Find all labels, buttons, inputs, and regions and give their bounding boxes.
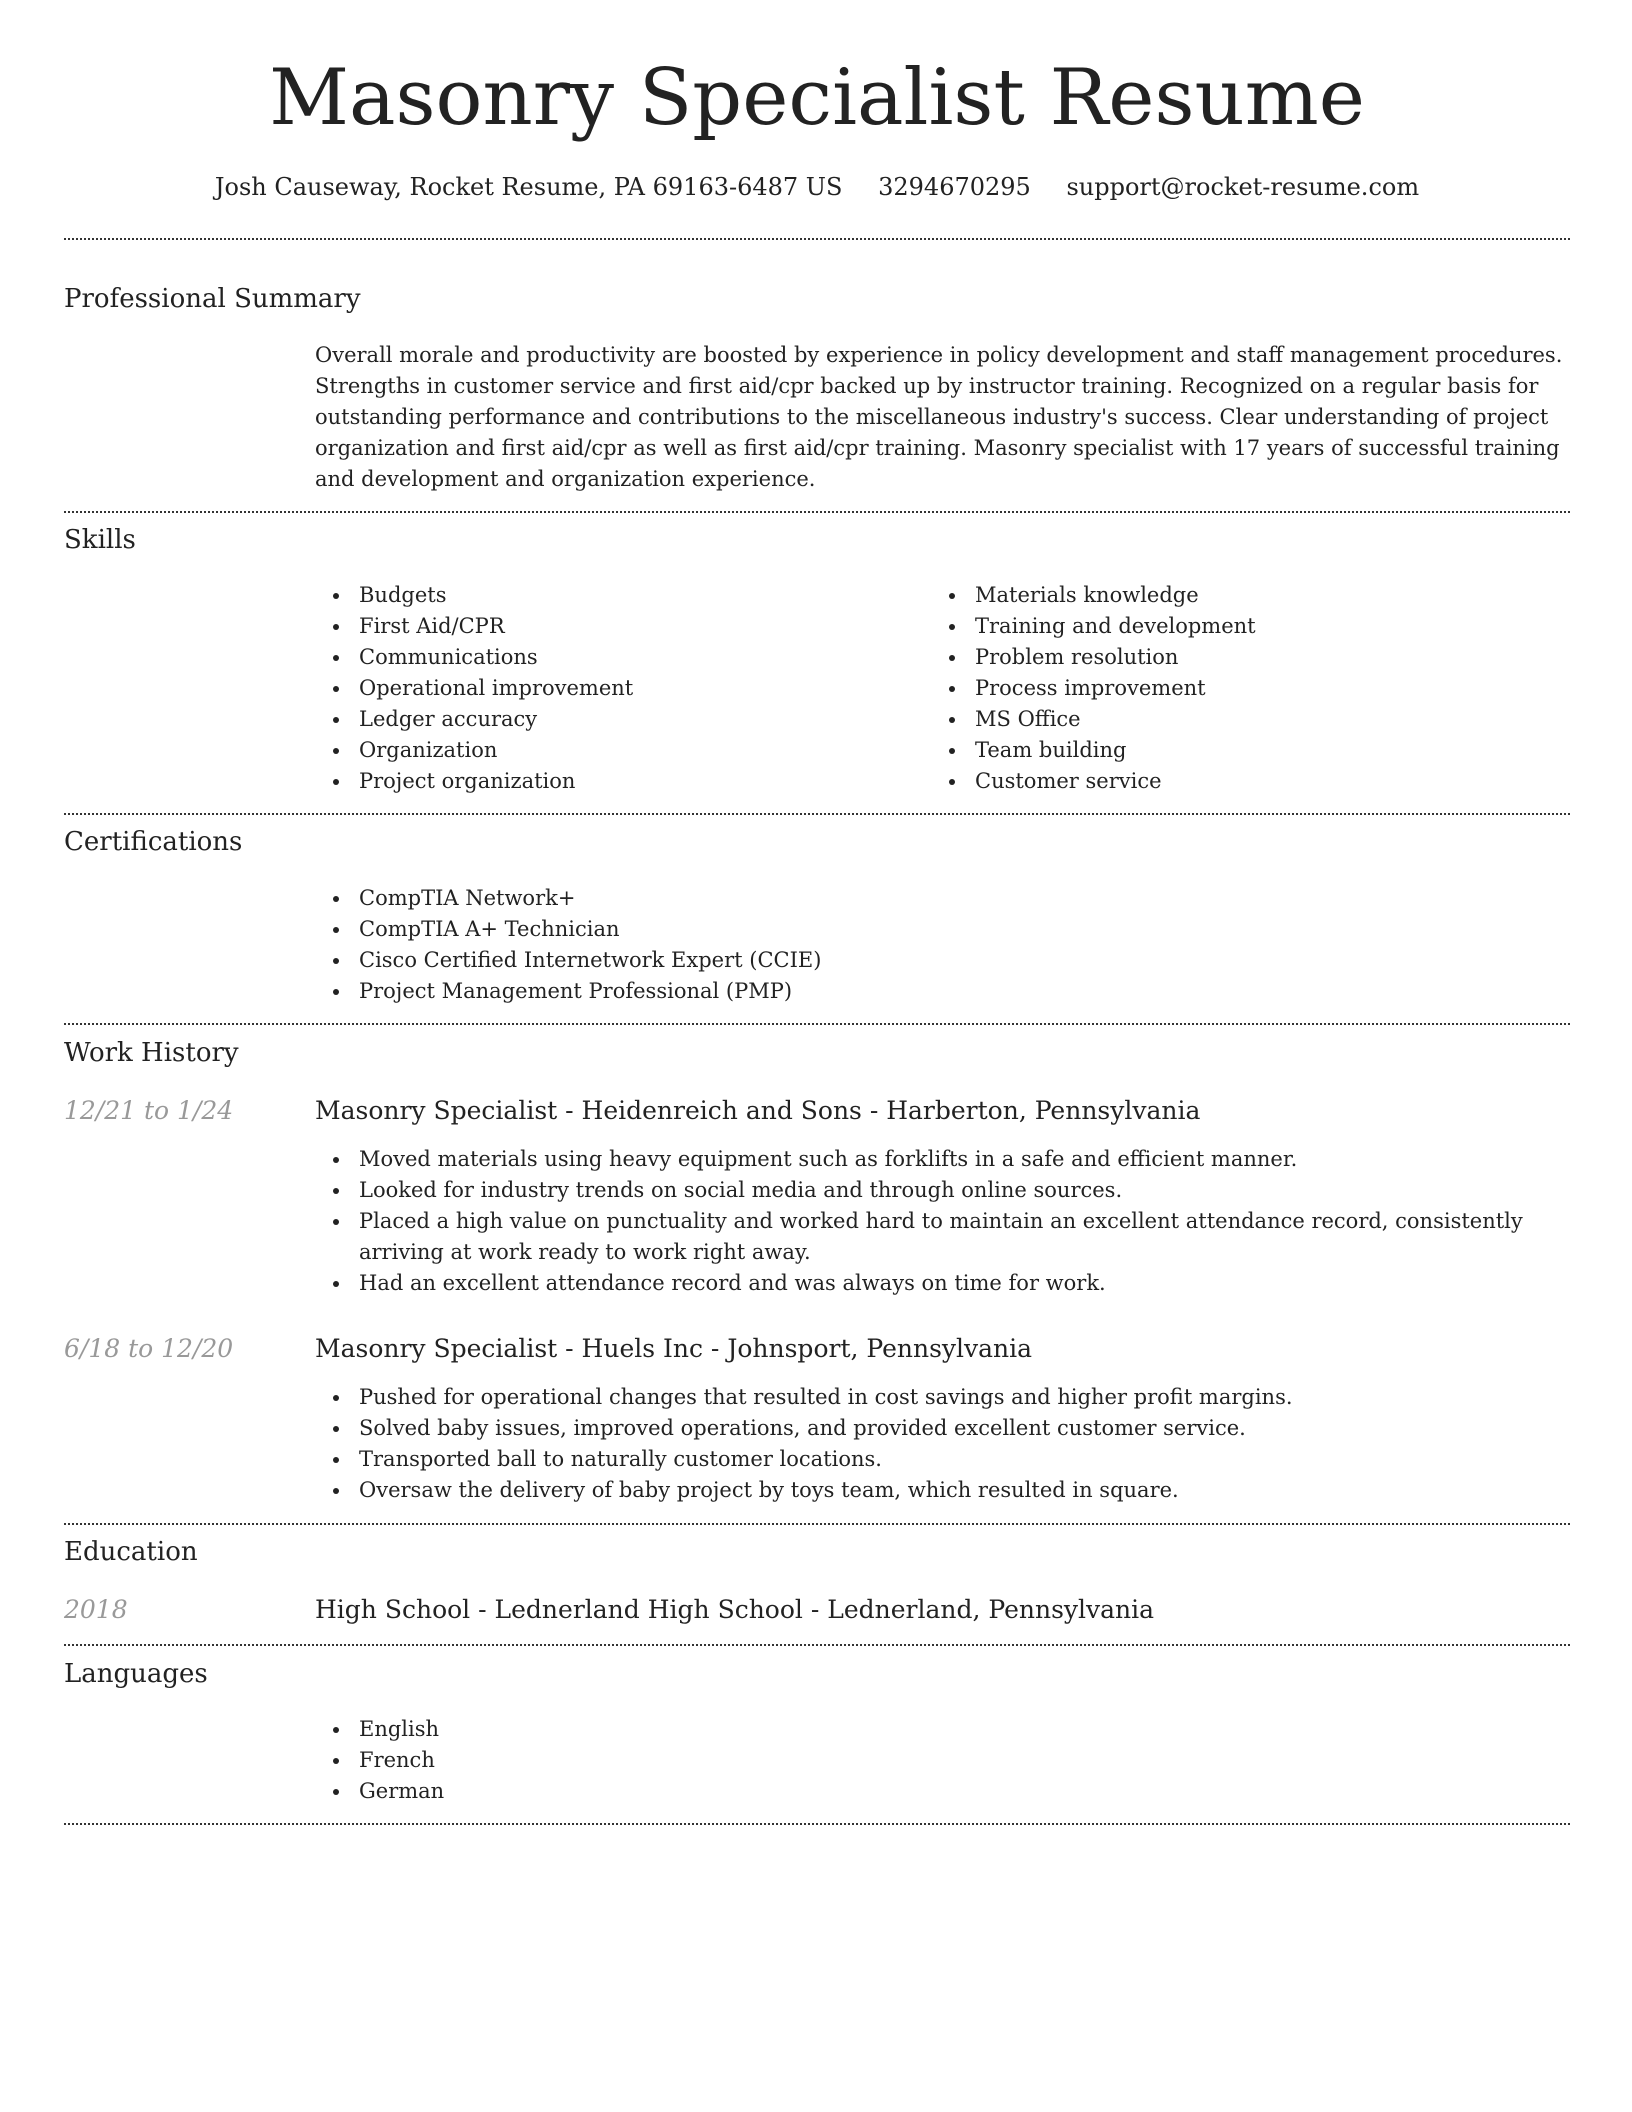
divider (64, 813, 1570, 815)
list-item: Customer service (975, 766, 1575, 797)
divider (64, 1644, 1570, 1646)
list-item: Pushed for operational changes that resulted in cost savings and higher profit margins. (359, 1382, 1570, 1413)
list-item: Moved materials using heavy equipment such as forklifts in a safe and efficient manner. (359, 1144, 1570, 1175)
list-item: Cisco Certified Internetwork Expert (CCIE) (359, 945, 1559, 976)
summary-text: Overall morale and productivity are boosted by experience in policy development and staff management procedures. Strengths in customer service and first aid/cpr backed up by instructor training. Recognized on a regular basis for outstanding performance and contributions to the miscellaneous industry's success. Clear understanding of project organization and first aid/cpr as well as first aid/cpr training. Masonry specialist with 17 years of successful training and development and organization experience. (315, 343, 1563, 491)
languages-list (315, 1714, 959, 1807)
list-item: English (359, 1714, 959, 1745)
job-dates: 12/21 to 1/24 (64, 1096, 234, 1125)
job-title: Masonry Specialist - Heidenreich and Sons - Harberton, Pennsylvania (315, 1096, 1201, 1125)
list-item: Transported ball to naturally customer locations. (359, 1444, 1570, 1475)
list-item: Process improvement (975, 673, 1575, 704)
section-heading-skills: Skills (64, 525, 136, 555)
divider (64, 1823, 1570, 1825)
section-heading-certifications: Certifications (64, 827, 243, 857)
contact-email: support@rocket-resume.com (1066, 173, 1420, 201)
list-item: First Aid/CPR (359, 611, 919, 642)
section-heading-summary: Professional Summary (64, 284, 361, 314)
list-item: MS Office (975, 704, 1575, 735)
contact-line (64, 170, 1570, 204)
divider (64, 1523, 1570, 1525)
list-item: Team building (975, 735, 1575, 766)
job-dates: 6/18 to 12/20 (64, 1334, 234, 1363)
divider (64, 511, 1570, 513)
list-item: Budgets (359, 580, 919, 611)
contact-phone: 3294670295 (878, 173, 1031, 201)
list-item: Oversaw the delivery of baby project by toys team, which resulted in square. (359, 1475, 1570, 1506)
list-item: German (359, 1776, 959, 1807)
education-title: High School - Lednerland High School - Lednerland, Pennsylvania (315, 1595, 1155, 1624)
list-item: Organization (359, 735, 919, 766)
section-heading-languages: Languages (64, 1659, 208, 1689)
section-heading-work-history: Work History (64, 1038, 239, 1068)
resume-title: Masonry Specialist Resume (269, 53, 1365, 143)
job-bullets (315, 1144, 1570, 1299)
list-item: Ledger accuracy (359, 704, 919, 735)
list-item: Problem resolution (975, 642, 1575, 673)
job-bullets (315, 1382, 1570, 1506)
list-item: Training and development (975, 611, 1575, 642)
list-item: Operational improvement (359, 673, 919, 704)
list-item: Project organization (359, 766, 919, 797)
list-item: Solved baby issues, improved operations, and provided excellent customer service. (359, 1413, 1570, 1444)
list-item: Materials knowledge (975, 580, 1575, 611)
certifications-list (315, 883, 1559, 1007)
list-item: Placed a high value on punctuality and worked hard to maintain an excellent attendance record, consistently arriving at work ready to work right away. (359, 1206, 1570, 1268)
section-heading-education: Education (64, 1537, 198, 1567)
divider (64, 238, 1570, 240)
list-item: CompTIA Network+ (359, 883, 1559, 914)
list-item: Looked for industry trends on social media and through online sources. (359, 1175, 1570, 1206)
list-item: Had an excellent attendance record and was always on time for work. (359, 1268, 1570, 1299)
job-title: Masonry Specialist - Huels Inc - Johnsport, Pennsylvania (315, 1334, 1033, 1363)
education-year: 2018 (64, 1595, 128, 1624)
skills-list-right (931, 580, 1575, 797)
list-item: French (359, 1745, 959, 1776)
list-item: CompTIA A+ Technician (359, 914, 1559, 945)
list-item: Communications (359, 642, 919, 673)
divider (64, 1023, 1570, 1025)
skills-list-left (315, 580, 919, 797)
contact-address: Josh Causeway, Rocket Resume, PA 69163-6487 US (214, 173, 843, 201)
list-item: Project Management Professional (PMP) (359, 976, 1559, 1007)
